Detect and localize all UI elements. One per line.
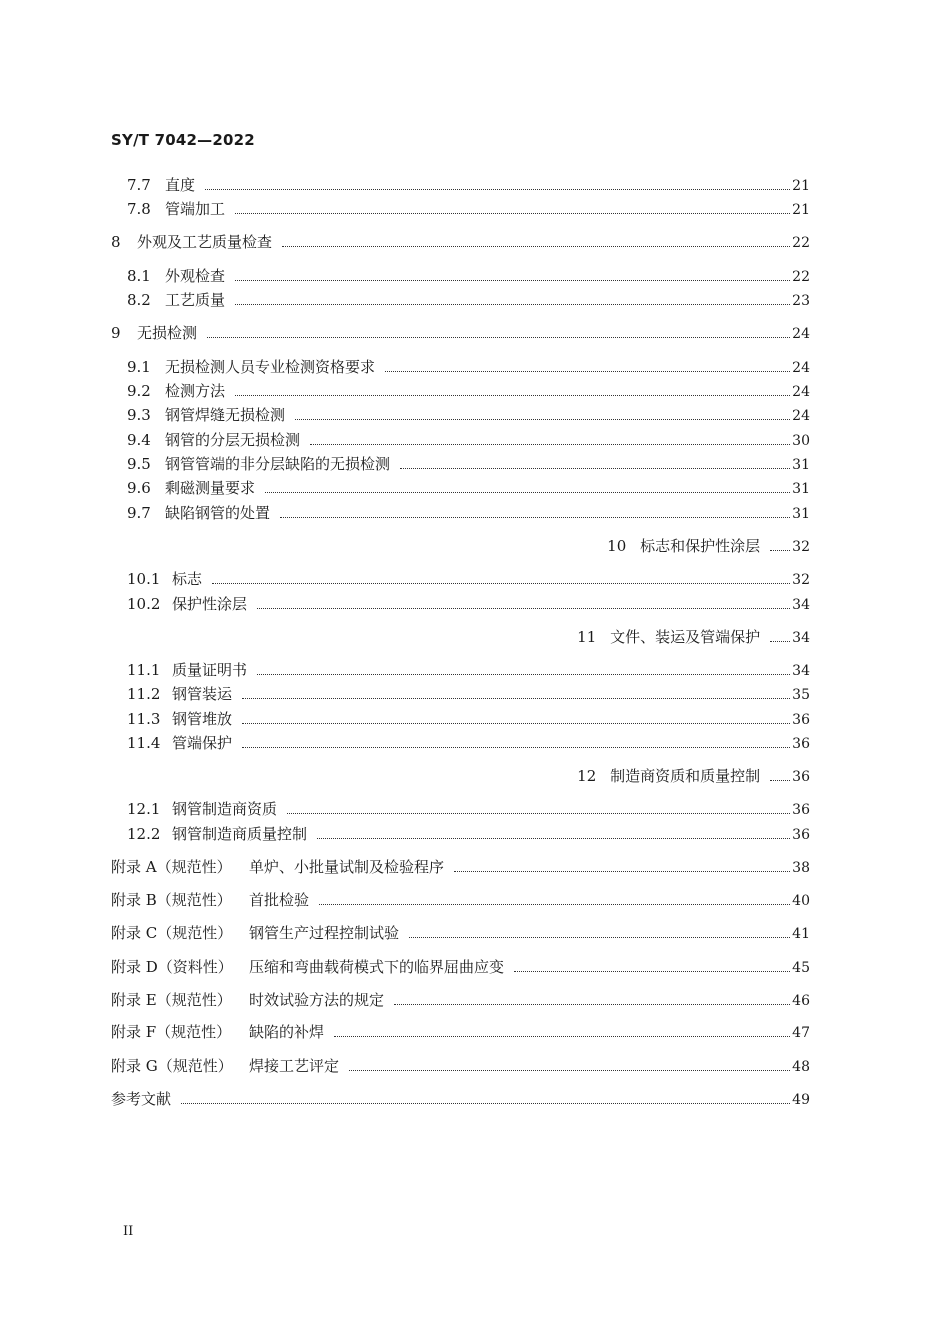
toc-entry-page: 24	[792, 326, 810, 342]
toc-entry-title: 管端保护	[172, 734, 233, 752]
toc-entry-page: 36	[792, 802, 810, 818]
toc-entry-title: 工艺质量	[165, 291, 226, 309]
toc-entry[interactable]	[127, 199, 810, 220]
toc-entry-page: 35	[792, 687, 810, 703]
toc-entry-page: 30	[792, 433, 810, 449]
toc-entry[interactable]	[127, 824, 810, 845]
toc-entry-page: 21	[792, 178, 810, 194]
toc-entry[interactable]	[577, 766, 810, 787]
toc-entry[interactable]	[111, 923, 810, 944]
toc-entry-title: 标志和保护性涂层	[640, 537, 761, 555]
toc-entry-page: 21	[792, 202, 810, 218]
toc-entry-title: 参考文献	[111, 1090, 172, 1108]
toc-entry-page: 36	[792, 769, 810, 785]
toc-leader-dots	[287, 813, 790, 814]
toc-entry-number: 9	[111, 324, 121, 342]
toc-entry-number: 9.1	[127, 358, 151, 376]
toc-leader-dots	[385, 371, 790, 372]
toc-entry-number: 9.5	[127, 455, 151, 473]
toc-entry-title: 外观及工艺质量检查	[137, 233, 273, 251]
toc-entry-title: 缺陷钢管的处置	[165, 504, 271, 522]
toc-entry[interactable]	[127, 430, 810, 451]
toc-entry-number: 10	[607, 537, 627, 555]
toc-entry-title: 检测方法	[165, 382, 226, 400]
toc-entry-title: 钢管制造商资质	[172, 800, 278, 818]
toc-entry-number: 10.1	[127, 570, 161, 588]
toc-leader-dots	[181, 1103, 790, 1104]
toc-leader-dots	[282, 246, 790, 247]
toc-entry-page: 36	[792, 712, 810, 728]
toc-leader-dots	[295, 419, 790, 420]
toc-entry-number: 9.2	[127, 382, 151, 400]
toc-entry-number: 附录 F（规范性）	[111, 1023, 232, 1041]
toc-entry[interactable]	[111, 1089, 810, 1110]
toc-entry-number: 附录 B（规范性）	[111, 891, 232, 909]
toc-entry-title: 钢管堆放	[172, 710, 233, 728]
toc-leader-dots	[349, 1070, 790, 1071]
toc-leader-dots	[265, 492, 790, 493]
toc-leader-dots	[400, 468, 790, 469]
toc-leader-dots	[205, 189, 790, 190]
toc-entry-title: 钢管生产过程控制试验	[249, 924, 400, 942]
toc-entry-page: 24	[792, 360, 810, 376]
toc-entry[interactable]	[127, 290, 810, 311]
toc-entry-number: 7.8	[127, 200, 151, 218]
toc-entry-page: 41	[792, 926, 810, 942]
toc-entry-number: 附录 E（规范性）	[111, 991, 232, 1009]
toc-entry-page: 32	[792, 572, 810, 588]
toc-entry-title: 压缩和弯曲载荷模式下的临界屈曲应变	[249, 958, 505, 976]
toc-leader-dots	[235, 213, 790, 214]
toc-entry-number: 9.4	[127, 431, 151, 449]
toc-entry[interactable]	[127, 357, 810, 378]
toc-entry-page: 46	[792, 993, 810, 1009]
toc-leader-dots	[242, 698, 790, 699]
toc-entry-title: 钢管装运	[172, 685, 233, 703]
toc-leader-dots	[319, 904, 790, 905]
toc-entry-page: 47	[792, 1025, 810, 1041]
toc-entry[interactable]	[127, 569, 810, 590]
toc-entry[interactable]	[127, 175, 810, 196]
toc-entry[interactable]	[127, 381, 810, 402]
toc-leader-dots	[207, 337, 790, 338]
toc-entry-number: 8.2	[127, 291, 151, 309]
toc-entry-title: 制造商资质和质量控制	[610, 767, 761, 785]
toc-entry-number: 11.1	[127, 661, 161, 679]
toc-entry[interactable]	[127, 709, 810, 730]
toc-leader-dots	[770, 780, 790, 781]
toc-entry[interactable]	[111, 890, 810, 911]
toc-entry[interactable]	[127, 266, 810, 287]
toc-entry[interactable]	[127, 684, 810, 705]
toc-entry-title: 无损检测	[137, 324, 198, 342]
toc-entry-page: 36	[792, 827, 810, 843]
toc-entry[interactable]	[127, 503, 810, 524]
toc-leader-dots	[770, 641, 790, 642]
toc-entry[interactable]	[127, 733, 810, 754]
toc-entry-title: 外观检查	[165, 267, 226, 285]
toc-entry-number: 12.2	[127, 825, 161, 843]
toc-entry[interactable]	[577, 627, 810, 648]
toc-entry[interactable]	[111, 232, 810, 253]
toc-leader-dots	[317, 838, 790, 839]
toc-entry-number: 8	[111, 233, 121, 251]
toc-entry-title: 直度	[165, 176, 196, 194]
toc-entry[interactable]	[127, 454, 810, 475]
toc-leader-dots	[257, 674, 790, 675]
toc-entry-number: 附录 C（规范性）	[111, 924, 233, 942]
toc-entry-page: 49	[792, 1092, 810, 1108]
toc-entry-page: 31	[792, 457, 810, 473]
toc-entry-number: 12.1	[127, 800, 161, 818]
toc-entry-page: 23	[792, 293, 810, 309]
toc-entry[interactable]	[607, 536, 810, 557]
toc-entry-page: 24	[792, 408, 810, 424]
toc-leader-dots	[280, 517, 790, 518]
toc-entry-number: 9.6	[127, 479, 151, 497]
toc-entry-number: 11.4	[127, 734, 161, 752]
toc-leader-dots	[257, 608, 790, 609]
toc-entry-page: 45	[792, 960, 810, 976]
toc-entry-title: 文件、装运及管端保护	[610, 628, 761, 646]
toc-entry-title: 首批检验	[249, 891, 310, 909]
toc-leader-dots	[310, 444, 790, 445]
toc-entry-number: 9.3	[127, 406, 151, 424]
toc-leader-dots	[235, 304, 790, 305]
toc-entry-title: 管端加工	[165, 200, 226, 218]
toc-entry-number: 8.1	[127, 267, 151, 285]
toc-entry-title: 剩磁测量要求	[165, 479, 256, 497]
toc-entry-page: 34	[792, 630, 810, 646]
toc-entry[interactable]	[127, 405, 810, 426]
toc-leader-dots	[212, 583, 790, 584]
toc-leader-dots	[514, 971, 790, 972]
toc-leader-dots	[770, 550, 790, 551]
toc-entry[interactable]	[111, 1022, 810, 1043]
toc-entry-title: 单炉、小批量试制及检验程序	[249, 858, 445, 876]
toc-entry-title: 质量证明书	[172, 661, 248, 679]
toc-entry-title: 无损检测人员专业检测资格要求	[165, 358, 376, 376]
toc-entry[interactable]	[111, 857, 810, 878]
toc-entry-title: 标志	[172, 570, 203, 588]
toc-entry-page: 38	[792, 860, 810, 876]
toc-entry-number: 11	[577, 628, 597, 646]
toc-entry-number: 7.7	[127, 176, 151, 194]
toc-leader-dots	[394, 1004, 790, 1005]
toc-entry-number: 11.2	[127, 685, 161, 703]
toc-entry-page: 32	[792, 539, 810, 555]
toc-entry-page: 48	[792, 1059, 810, 1075]
toc-entry-title: 时效试验方法的规定	[249, 991, 385, 1009]
toc-entry-number: 12	[577, 767, 597, 785]
toc-entry-number: 10.2	[127, 595, 161, 613]
toc-entry-page: 40	[792, 893, 810, 909]
toc-entry-number: 附录 D（资料性）	[111, 958, 233, 976]
toc-entry-title: 焊接工艺评定	[249, 1057, 340, 1075]
toc-entry[interactable]	[127, 594, 810, 615]
toc-entry-title: 钢管管端的非分层缺陷的无损检测	[165, 455, 391, 473]
toc-entry[interactable]	[111, 990, 810, 1011]
toc-entry[interactable]	[111, 323, 810, 344]
toc-leader-dots	[334, 1036, 790, 1037]
toc-entry-page: 34	[792, 597, 810, 613]
toc-entry-title: 钢管的分层无损检测	[165, 431, 301, 449]
toc-entry-page: 36	[792, 736, 810, 752]
standard-code-header: SY/T 7042—2022	[111, 131, 255, 149]
toc-entry-page: 24	[792, 384, 810, 400]
toc-entry-page: 31	[792, 506, 810, 522]
toc-entry[interactable]	[127, 478, 810, 499]
toc-entry-number: 附录 A（规范性）	[111, 858, 232, 876]
toc-entry-page: 22	[792, 235, 810, 251]
toc-leader-dots	[242, 723, 790, 724]
toc-entry-page: 31	[792, 481, 810, 497]
toc-leader-dots	[242, 747, 790, 748]
toc-entry-number: 11.3	[127, 710, 161, 728]
toc-entry[interactable]	[127, 660, 810, 681]
toc-leader-dots	[454, 871, 790, 872]
toc-leader-dots	[235, 280, 790, 281]
toc-entry-title: 保护性涂层	[172, 595, 248, 613]
toc-leader-dots	[235, 395, 790, 396]
toc-entry-title: 缺陷的补焊	[249, 1023, 325, 1041]
toc-leader-dots	[409, 937, 790, 938]
toc-entry-number: 附录 G（规范性）	[111, 1057, 233, 1075]
toc-entry-page: 22	[792, 269, 810, 285]
toc-entry[interactable]	[111, 957, 810, 978]
toc-entry[interactable]	[111, 1056, 810, 1077]
page-number: II	[123, 1224, 134, 1239]
toc-entry-number: 9.7	[127, 504, 151, 522]
toc-entry-title: 钢管制造商质量控制	[172, 825, 308, 843]
toc-entry[interactable]	[127, 799, 810, 820]
toc-entry-title: 钢管焊缝无损检测	[165, 406, 286, 424]
toc-entry-page: 34	[792, 663, 810, 679]
